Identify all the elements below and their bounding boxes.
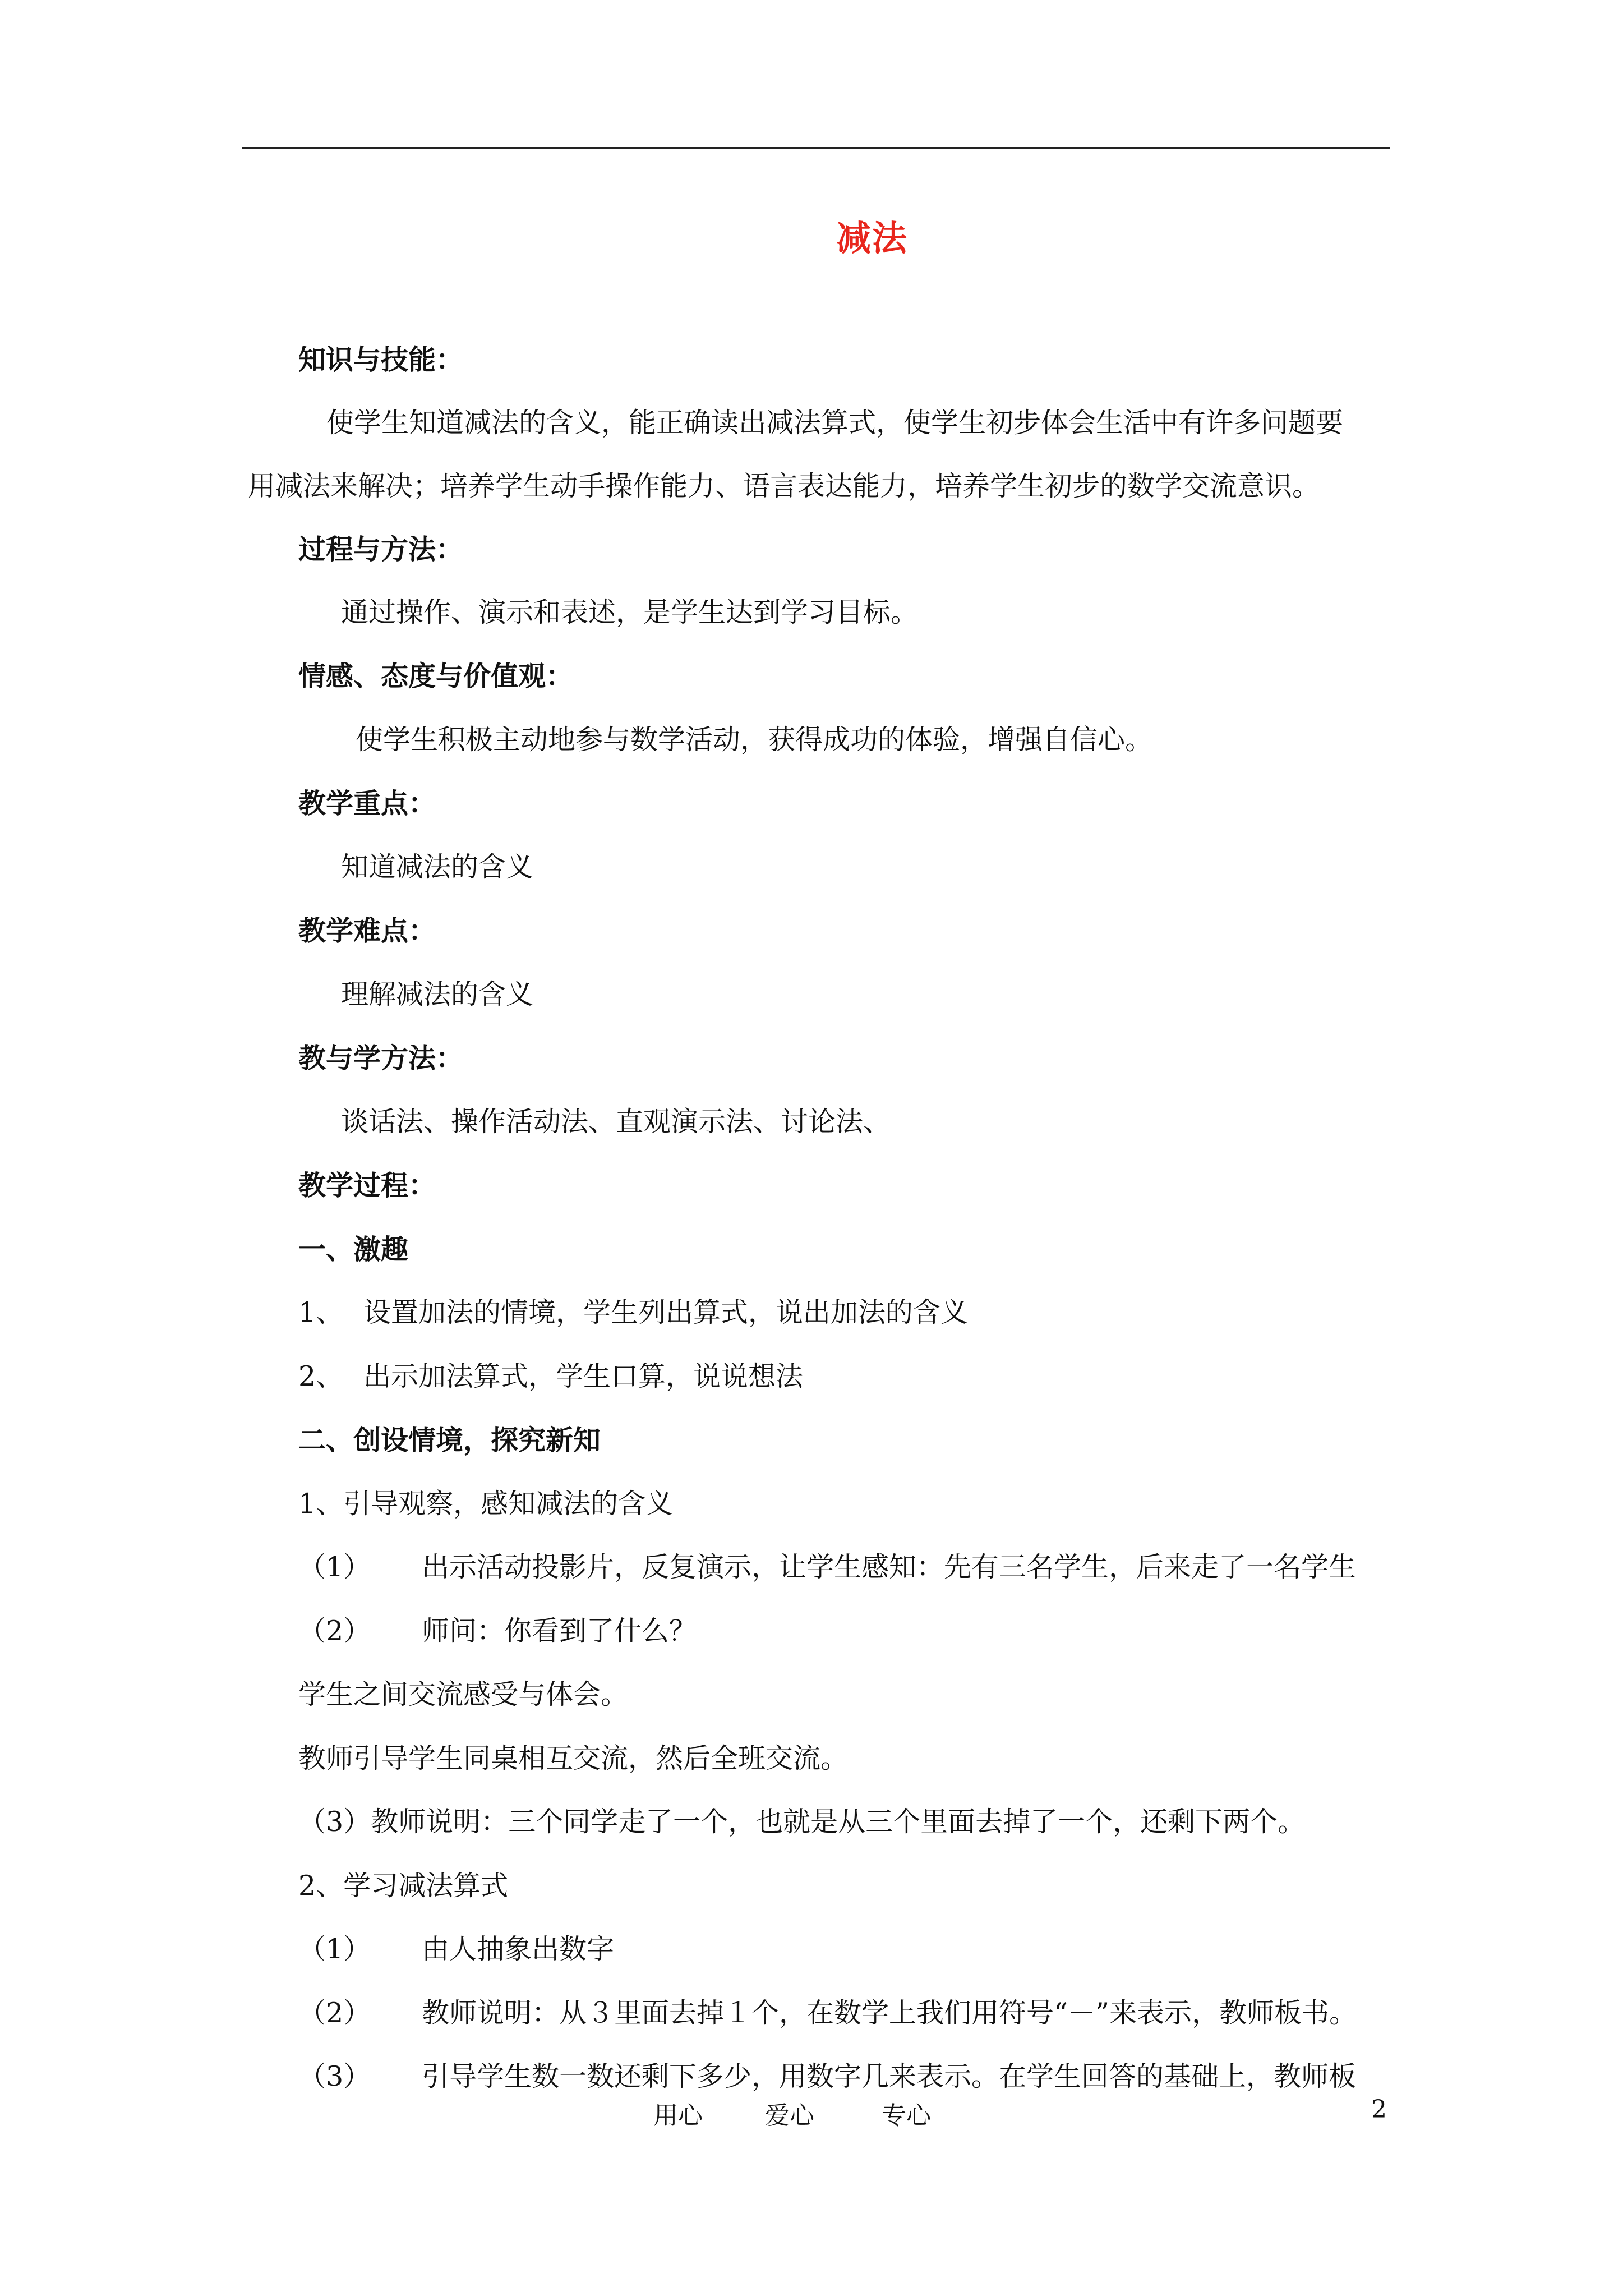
subsection-heading: 1、引导观察，感知减法的含义 (298, 1488, 674, 1520)
heading-teaching-methods: 教与学方法： (298, 1042, 464, 1074)
paragraph-line: 知道减法的含义 (341, 851, 534, 883)
paragraph-line: 教师引导学生同桌相互交流，然后全班交流。 (298, 1742, 849, 1774)
list-item-text: 引导学生数一数还剩下多少，用数字几来表示。在学生回答的基础上，教师板 (422, 2060, 1357, 2092)
footer-motto-1: 用心 (653, 2101, 703, 2130)
footer-motto-3: 专心 (882, 2101, 931, 2130)
section-heading-2: 二、创设情境，探究新知 (298, 1424, 601, 1456)
list-item-number: 1、 (298, 1296, 344, 1328)
paragraph-line: 通过操作、演示和表述，是学生达到学习目标。 (341, 596, 919, 628)
section-heading-1: 一、激趣 (298, 1233, 409, 1266)
list-item-number: （3） (298, 2060, 371, 2092)
list-item-text: 由人抽象出数字 (422, 1933, 615, 1965)
heading-difficulty: 教学难点： (298, 914, 436, 947)
paragraph-line: 学生之间交流感受与体会。 (298, 1678, 629, 1710)
heading-process-method: 过程与方法： (298, 533, 464, 565)
document-title: 减法 (836, 218, 908, 259)
page-number: 2 (1371, 2095, 1387, 2124)
list-item-number: （2） (298, 1615, 371, 1647)
paragraph-line: 用减法来解决；培养学生动手操作能力、语言表达能力，培养学生初步的数学交流意识。 (248, 470, 1320, 502)
list-item-text: 师问：你看到了什么？ (422, 1615, 697, 1647)
header-rule (242, 147, 1390, 149)
heading-teaching-process: 教学过程： (298, 1169, 436, 1202)
list-item-number: （1） (298, 1933, 371, 1965)
list-item-text: 出示活动投影片，反复演示，让学生感知：先有三名学生，后来走了一名学生 (422, 1551, 1357, 1583)
list-item-text: 教师说明：从３里面去掉１个，在数学上我们用符号“－”来表示，教师板书。 (422, 1997, 1357, 2029)
footer-motto-2: 爱心 (765, 2101, 814, 2130)
paragraph-line: 使学生知道减法的含义，能正确读出减法算式，使学生初步体会生活中有许多问题要 (326, 407, 1344, 439)
heading-key-point: 教学重点： (298, 787, 436, 820)
subsection-heading: 2、学习减法算式 (298, 1870, 509, 1902)
heading-emotion-attitude: 情感、态度与价值观： (298, 660, 574, 692)
paragraph-line: 使学生积极主动地参与数学活动，获得成功的体验，增强自信心。 (356, 724, 1153, 756)
paragraph-line: （3）教师说明：三个同学走了一个，也就是从三个里面去掉了一个，还剩下两个。 (298, 1806, 1306, 1838)
paragraph-line: 理解减法的含义 (341, 978, 534, 1010)
list-item-number: （2） (298, 1997, 371, 2029)
list-item-number: 2、 (298, 1360, 344, 1392)
list-item-text: 出示加法算式，学生口算，说说想法 (363, 1360, 804, 1392)
list-item-text: 设置加法的情境，学生列出算式，说出加法的含义 (363, 1296, 969, 1328)
heading-knowledge-skills: 知识与技能： (298, 343, 464, 376)
list-item-number: （1） (298, 1551, 371, 1583)
paragraph-line: 谈话法、操作活动法、直观演示法、讨论法、 (341, 1106, 891, 1138)
